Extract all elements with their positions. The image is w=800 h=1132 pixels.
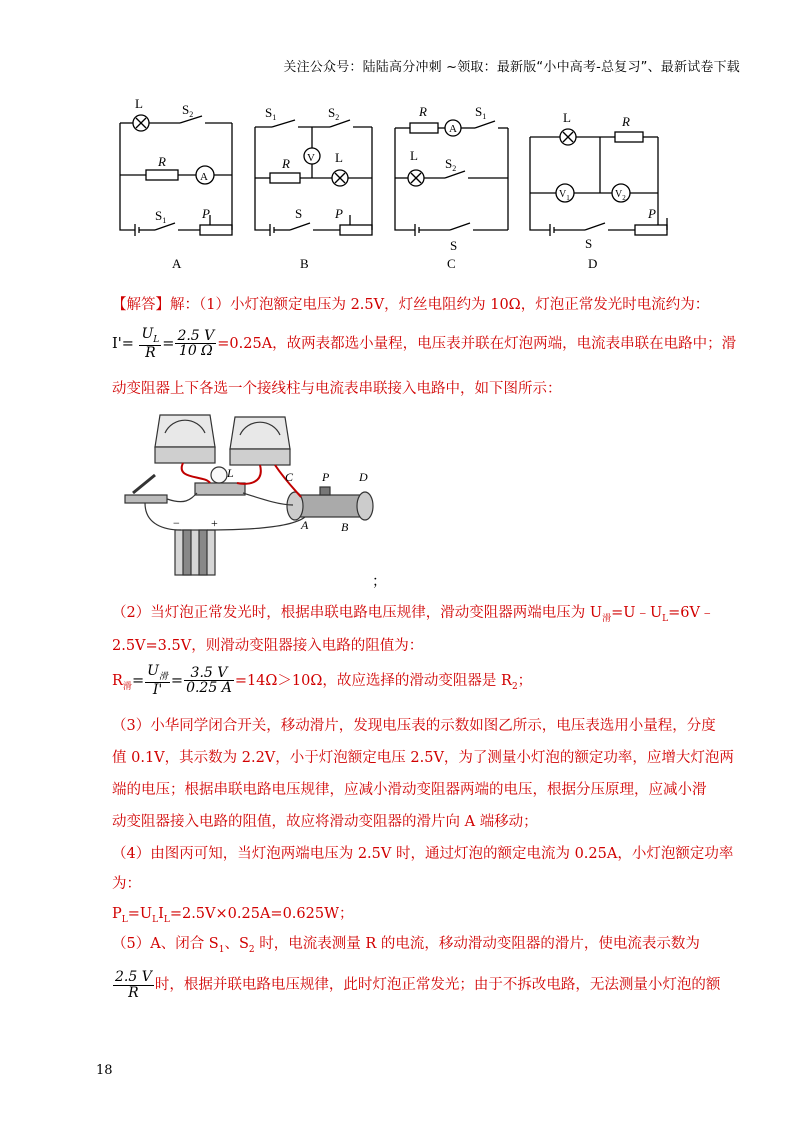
page-number: 18 — [96, 1063, 113, 1078]
voltmeter-v2-d: $V_2$ — [615, 189, 626, 202]
answer-p5-line-1: （5）A、闭合 $S_1$、$S_2$ 时，电流表测量 R 的电流，移动滑动变阻器的滑片，使电流表示数为 — [112, 936, 700, 955]
circuit-a — [120, 115, 232, 236]
answer-p2-line-3: $R_滑=$ $\frac{U_滑}{I'}$ = $\frac{3.5 V}{0.25 A}$ =14Ω＞10Ω，故应选择的滑动变阻器是 $R_2$； — [112, 663, 533, 699]
label-L-b: L — [335, 150, 343, 165]
answer-p3-line-1: （3）小华同学闭合开关，移动滑片，发现电压表的示数如图乙所示，电压表选用小量程，分度 — [112, 718, 716, 734]
label-p-d: P — [648, 206, 656, 221]
label-s-c: S — [450, 238, 458, 253]
label-r-a: R — [158, 154, 166, 169]
voltmeter-v1-d: $V_1$ — [559, 189, 570, 202]
label-p-b: P — [335, 206, 343, 221]
answer-p3-line-4: 动变阻器接入电路的阻值，故应将滑动变阻器的滑片向 A 端移动； — [112, 814, 538, 830]
answer-p3-line-2: 值 0.1V，其示数为 2.2V，小于灯泡额定电压 2.5V，为了测量小灯泡的额定功率，应增大灯泡两 — [112, 750, 734, 766]
diagram-label-b: B — [300, 256, 309, 271]
diagram-label-c: C — [447, 256, 456, 271]
label-s1-a: $S_1$ — [155, 208, 167, 225]
photo-label-C: C — [285, 470, 294, 484]
label-s1-b: $S_1$ — [265, 105, 277, 122]
label-r-d: R — [622, 114, 630, 129]
label-s2-c: $S_2$ — [445, 156, 457, 173]
label-L-a: L — [135, 96, 143, 111]
fraction-2-5v-over-10ohm: $\frac{2.5 V}{10 \Omega}$ — [177, 327, 215, 360]
label-r-c: R — [419, 104, 427, 119]
answer-p2-line-1: （2）当灯泡正常发光时，根据串联电路电压规律，滑动变阻器两端电压为 $U_滑=U﹣U_L=6V﹣$ — [112, 605, 715, 624]
fraction-ul-over-r: $\frac{U_L}{R}$ — [141, 326, 160, 362]
photo-label-D: D — [359, 470, 368, 484]
answer-p5-line-2: $\frac{2.5 V}{R}$ 时，根据并联电路电压规律，此时灯泡正常发光；由于不拆改电路，无法测量小灯泡的额 — [115, 969, 721, 1001]
answer-tag: 【解答】 — [112, 297, 170, 313]
ammeter-a: A — [200, 171, 208, 183]
answer-p4-line-3: $P_L=U_LI_L=2.5V\times 0.25A=0.625W$； — [112, 906, 354, 925]
photo-semicolon: ； — [372, 574, 387, 590]
photo-label-B: B — [341, 520, 349, 534]
page-header: 关注公众号：陆陆高分冲刺 ~领取：最新版“小中高考-总复习”、最新试卷下载 — [283, 60, 740, 75]
answer-line-1: 【解答】解：（1）小灯泡额定电压为 2.5V，灯丝电阻约为 10Ω，灯泡正常发光时电流约为： — [112, 297, 710, 313]
circuit-d — [530, 129, 667, 236]
answer-p4-line-2: 为： — [112, 876, 141, 892]
photo-label-minus: − — [173, 516, 180, 530]
fraction-u-over-i: $\frac{U_滑}{I'}$ — [147, 663, 168, 699]
label-s-b: S — [295, 206, 303, 221]
photo-label-A: A — [301, 518, 309, 532]
diagram-label-a: A — [172, 256, 182, 271]
circuit-diagrams — [110, 90, 710, 275]
answer-p2-line-2: 2.5V=3.5V，则滑动变阻器接入电路的阻值为： — [112, 638, 424, 654]
label-p-a: P — [202, 206, 210, 221]
fraction-3-5v-over-0-25a: $\frac{3.5 V}{0.25 A}$ — [186, 664, 232, 697]
circuit-c — [395, 120, 508, 236]
label-s2-b: $S_2$ — [328, 105, 340, 122]
photo-label-P: P — [322, 470, 330, 484]
answer-p3-line-3: 端的电压；根据串联电路电压规律，应减小滑动变阻器两端的电压，根据分压原理，应减小滑 — [112, 782, 707, 798]
fraction-2-5v-over-r: $\frac{2.5 V}{R}$ — [115, 969, 152, 1001]
label-L-c: L — [410, 148, 418, 163]
label-s-d: S — [585, 236, 593, 251]
answer-line-2: I'= $\frac{U_L}{R}$ = $\frac{2.5 V}{10 \Omega}$ =0.25A，故两表都选小量程，电压表并联在灯泡两端，电流表串联在电路中；滑 — [112, 326, 737, 362]
photo-label-plus: + — [211, 516, 218, 530]
answer-line-3: 动变阻器上下各选一个接线柱与电流表串联接入电路中，如下图所示： — [112, 381, 562, 397]
photo-label-L: L — [227, 466, 234, 480]
voltmeter-b: V — [307, 152, 315, 164]
wiring-illustration — [115, 405, 415, 585]
answer-p4-line-1: （4）由图丙可知，当灯泡两端电压为 2.5V 时，通过灯泡的额定电流为 0.25A，小灯泡额定功率 — [112, 846, 734, 862]
label-s2-a: $S_2$ — [182, 102, 194, 119]
label-r-b: R — [282, 156, 290, 171]
circuit-b — [255, 120, 372, 236]
diagram-label-d: D — [588, 256, 598, 271]
ammeter-c: A — [449, 123, 457, 135]
label-s1-c: $S_1$ — [475, 104, 487, 121]
label-L-d: L — [563, 110, 571, 125]
